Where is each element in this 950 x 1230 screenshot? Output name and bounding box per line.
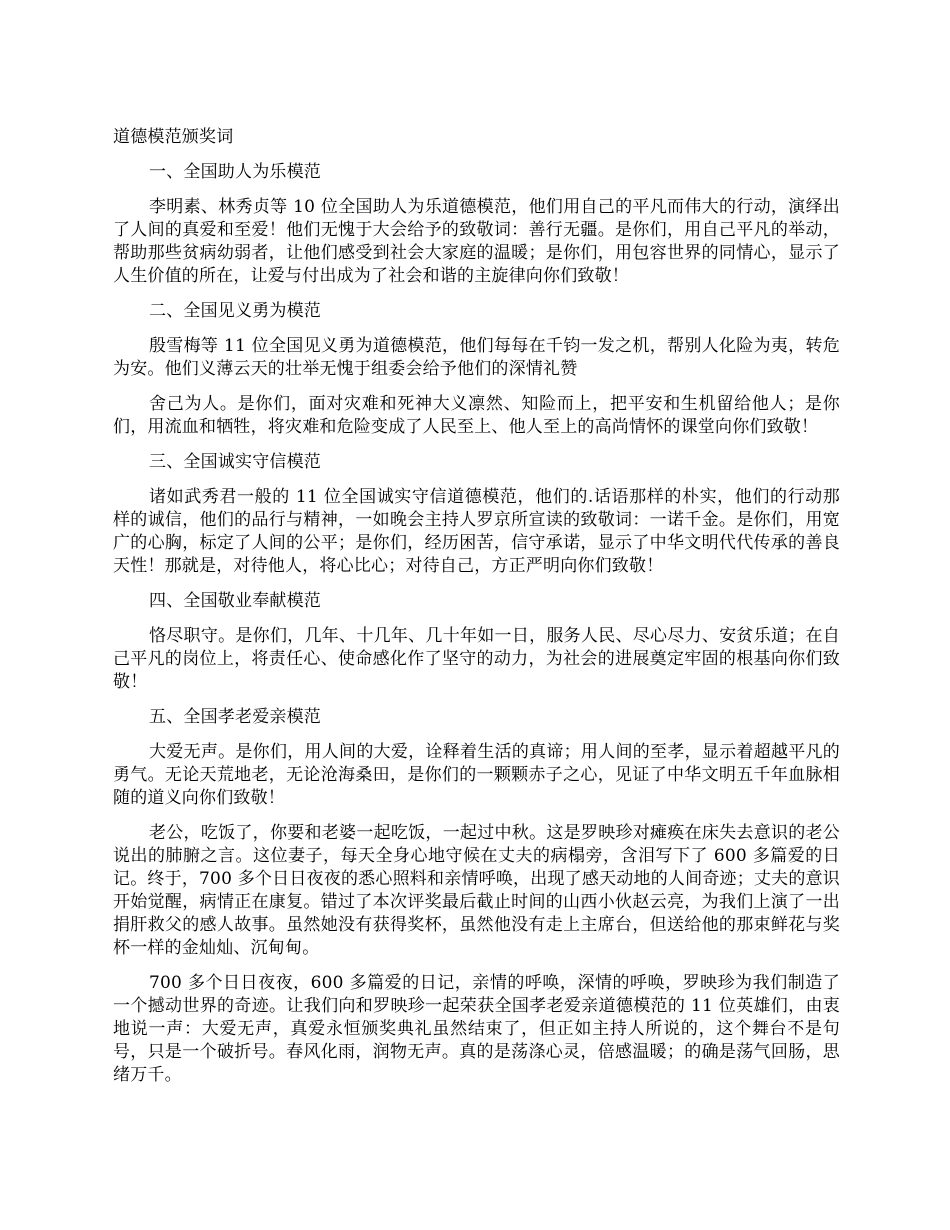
section-heading: 一、全国助人为乐模范 [149, 162, 321, 182]
paragraph: 大爱无声。是你们，用人间的大爱，诠释着生活的真谛；用人间的至孝，显示着超越平凡的勇气。无论天荒地老，无论沧海桑田，是你们的一颗颗赤子之心，见证了中华文明五千年血脉相随的道义向你们致敬！ [113, 742, 840, 808]
paragraph: 李明素、林秀贞等 10 位全国助人为乐道德模范，他们用自己的平凡而伟大的行动，演绎出了人间的真爱和至爱！他们无愧于大会给予的致敬词：善行无疆。是你们，用自己平凡的举动，帮助那些贫病幼弱者，让他们感受到社会大家庭的温暖；是你们，用包容世界的同情心，显示了人生价值的所在，让爱与付出成为了社会和谐的主旋律向你们致敬！ [113, 197, 840, 286]
section-heading: 四、全国敬业奉献模范 [149, 591, 321, 611]
paragraph: 殷雪梅等 11 位全国见义勇为道德模范，他们每每在千钧一发之机，帮别人化险为夷，转危为安。他们义薄云天的壮举无愧于组委会给予他们的深情礼赞 [113, 336, 840, 379]
paragraph: 诸如武秀君一般的 11 位全国诚实守信道德模范，他们的.话语那样的朴实，他们的行动那样的诚信，他们的品行与精神，一如晚会主持人罗京所宣读的致敬词：一诺千金。是你们，用宽广的心胸，标定了人间的公平；是你们，经历困苦，信守承诺，显示了中华文明代代传承的善良天性！那就是，对待他人，将心比心；对待自己，方正严明向你们致敬！ [113, 487, 840, 576]
paragraph: 恪尽职守。是你们，几年、十几年、几十年如一日，服务人民、尽心尽力、安贫乐道；在自己平凡的岗位上，将责任心、使命感化作了坚守的动力，为社会的进展奠定牢固的根基向你们致敬！ [113, 626, 840, 692]
section-heading: 五、全国孝老爱亲模范 [149, 707, 321, 727]
paragraph: 700 多个日日夜夜，600 多篇爱的日记，亲情的呼唤，深情的呼唤，罗映珍为我们制造了一个撼动世界的奇迹。让我们向和罗映珍一起荣获全国孝老爱亲道德模范的 11 位英雄们，由衷地说一声：大爱无声，真爱永恒颁奖典礼虽然结束了，但正如主持人所说的，这个舞台不是句号，只是一个破折号。春风化雨，润物无声。真的是荡涤心灵，倍感温暖；的确是荡气回肠，思绪万千。 [113, 973, 840, 1085]
section-heading: 二、全国见义勇为模范 [149, 301, 321, 321]
paragraph: 舍己为人。是你们，面对灾难和死神大义凛然、知险而上，把平安和生机留给他人；是你们，用流血和牺牲，将灾难和危险变成了人民至上、他人至上的高尚情怀的课堂向你们致敬！ [113, 394, 840, 437]
document-page [113, 126, 840, 1099]
section-heading: 三、全国诚实守信模范 [149, 452, 321, 472]
document-title: 道德模范颁奖词 [113, 127, 234, 147]
paragraph: 老公，吃饭了，你要和老婆一起吃饭，一起过中秋。这是罗映珍对瘫痪在床失去意识的老公说出的肺腑之言。这位妻子，每天全身心地守候在丈夫的病榻旁，含泪写下了 600 多篇爱的日记。终于，700 多个日日夜夜的悉心照料和亲情呼唤，出现了感天动地的人间奇迹；丈夫的意识开始觉醒，病情正在康复。错过了本次评奖最后截止时间的山西小伙赵云亮，为我们上演了一出捐肝救父的感人故事。虽然她没有获得奖杯，虽然他没有走上主席台，但送给他的那束鲜花与奖杯一样的金灿灿、沉甸甸。 [113, 823, 840, 958]
